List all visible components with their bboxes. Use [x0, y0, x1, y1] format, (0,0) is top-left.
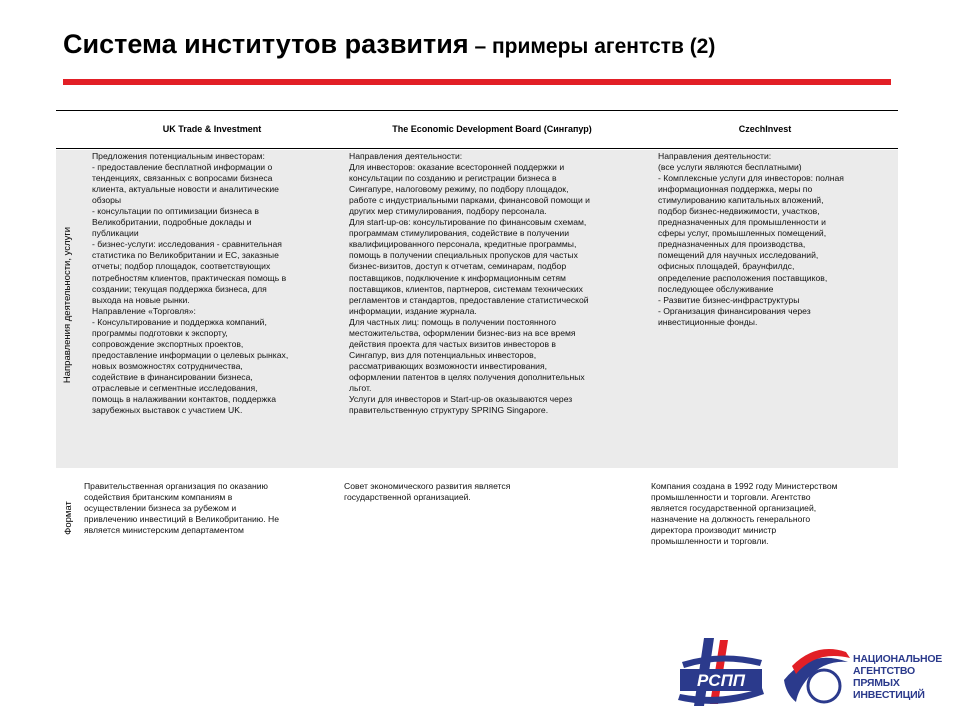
cell-text-line: - Развитие бизнес-инфраструктуры	[658, 294, 800, 305]
cell-text-line: сферы услуг, промышленных помещений,	[658, 228, 827, 239]
cell-text-line: поставщиков, подключение к информационным сетям	[349, 272, 566, 283]
services-cell-czech	[658, 151, 898, 328]
cell-text-line: Направление «Торговля»:	[92, 305, 196, 316]
cell-text-line: программы подготовки к экспорту,	[92, 327, 228, 338]
nai-text-line: ИНВЕСТИЦИЙ	[853, 689, 925, 701]
cell-text-line: Правительственная организация по оказанию	[84, 481, 268, 491]
cell-text-line: помощь в налаживании контактов, поддержка	[92, 394, 276, 405]
cell-text-line: - бизнес-услуги: исследования - сравнительная	[92, 239, 282, 250]
title-subtitle: – примеры агентств (2)	[468, 35, 716, 58]
column-header-singapore: The Economic Development Board (Сингапур)	[392, 124, 592, 134]
cell-text-line: осуществлении бизнеса за рубежом и	[84, 503, 237, 514]
cell-text-line: предназначенных для промышленности и	[658, 217, 826, 228]
format-cell-singapore	[344, 481, 594, 503]
cell-text-line: привлечению инвестиций в Великобританию. Не	[84, 514, 279, 525]
row-label-format: Формат	[63, 501, 74, 535]
rspp-logo	[678, 638, 764, 706]
cell-text-line: является министерским департаментом	[84, 525, 244, 536]
cell-text-line: государственной организацией.	[344, 492, 471, 503]
cell-text-line: подбор бизнес-недвижимости, участков,	[658, 206, 820, 217]
cell-text-line: Услуги для инвесторов и Start-up-ов оказываются через	[349, 394, 573, 405]
cell-text-line: Совет экономического развития является	[344, 481, 511, 491]
cell-text-line: предназначенных для производства,	[658, 239, 806, 250]
cell-text-line: (все услуги являются бесплатными)	[658, 162, 802, 173]
cell-text-line: публикации	[92, 228, 139, 239]
cell-text-line: квалифицированного персонала, кредитные программы,	[349, 239, 577, 250]
cell-text-line: действия проекта для частых визитов инвесторов в	[349, 338, 556, 349]
services-cell-singapore	[349, 151, 654, 416]
cell-text-line: рассматривающих возможности инвестирования,	[349, 360, 548, 371]
cell-text-line: правительственную структуру SPRING Singapore.	[349, 405, 549, 416]
cell-text-line: Направления деятельности:	[658, 151, 772, 161]
cell-text-line: содействия британским компаниям в	[84, 492, 233, 503]
cell-text-line: - Комплексные услуги для инвесторов: полная	[658, 173, 844, 184]
cell-text-line: содействие в финансировании бизнеса,	[92, 371, 253, 382]
cell-text-line: Сингапуре, налоговому режиму, по подбору площадок,	[349, 184, 569, 195]
cell-text-line: Сингапур, виз для потенциальных инвесторов,	[349, 349, 537, 360]
cell-text-line: других мер стимулирования, подбору персонала.	[349, 206, 547, 217]
cell-text-line: помещений для научных исследований,	[658, 250, 819, 261]
cell-text-line: назначение на должность генерального	[651, 514, 811, 525]
cell-text-line: Великобритании, подробные доклады и	[92, 217, 252, 228]
page-title	[63, 24, 715, 61]
cell-text-line: информационная поддержка, меры по	[658, 184, 813, 195]
cell-text-line: клиента, актуальные новости и аналитические	[92, 184, 279, 195]
cell-text-line: консультации по созданию и регистрации бизнеса в	[349, 173, 557, 184]
cell-text-line: бизнес-визитов, доступ к отчетам, семинарам, подбор	[349, 261, 567, 272]
column-header-uk: UK Trade & Investment	[162, 124, 262, 134]
cell-text-line: создании; текущая поддержка бизнеса, для	[92, 283, 267, 294]
cell-text-line: является государственной организацией,	[651, 503, 817, 514]
row-label-services: Направления деятельности, услуги	[62, 226, 73, 384]
nai-text-line: АГЕНТСТВО	[853, 665, 915, 677]
cell-text-line: стимулированию капитальных вложений,	[658, 195, 824, 206]
format-cell-czech	[651, 481, 891, 547]
cell-text-line: директора производит министр	[651, 525, 777, 536]
title-main: Система институтов развития	[63, 29, 469, 59]
nai-emblem-ring	[808, 670, 840, 702]
cell-text-line: инвестиционные фонды.	[658, 316, 758, 327]
cell-text-line: потребностям клиентов, практическая помощь в	[92, 272, 287, 283]
table-top-rule	[56, 110, 898, 111]
cell-text-line: - предоставление бесплатной информации о	[92, 162, 273, 173]
nai-logo-emblem	[784, 649, 850, 702]
cell-text-line: работе с индустриальными парками, финансовой помощи и	[349, 195, 590, 206]
column-header-czech: CzechInvest	[738, 124, 792, 134]
cell-text-line: Для start-up-ов: консультирование по финансовым схемам,	[349, 217, 587, 228]
cell-text-line: статистика по Великобритании и ЕС, заказные	[92, 250, 279, 261]
cell-text-line: помощь в получении специальных пропусков для частых	[349, 250, 578, 261]
nai-logo-text	[853, 653, 942, 701]
cell-text-line: информации, издание журнала.	[349, 305, 477, 316]
cell-text-line: обзоры	[92, 195, 122, 206]
cell-text-line: - Консультирование и поддержка компаний,	[92, 316, 267, 327]
cell-text-line: программам стимулирования, содействие в получении	[349, 228, 569, 239]
table-header-rule	[56, 148, 898, 149]
rspp-logo-text: РСПП	[696, 671, 746, 690]
cell-text-line: отчеты; подбор площадок, соответствующих	[92, 261, 271, 272]
cell-text-line: последующее обслуживание	[658, 283, 774, 294]
cell-text-line: поставщиков, клиентов, партнеров, системам технических	[349, 283, 583, 294]
title-accent-bar	[63, 79, 891, 85]
cell-text-line: оформлении патентов в целях получения дополнительных	[349, 371, 585, 382]
cell-text-line: Предложения потенциальным инвесторам:	[92, 151, 265, 161]
cell-text-line: местожительства, оформлении бизнес-виз на все время	[349, 327, 576, 338]
cell-text-line: офисных площадей, браунфилдс,	[658, 261, 795, 272]
cell-text-line: Для частных лиц: помощь в получении постоянного	[349, 316, 557, 327]
cell-text-line: регламентов и стандартов, предоставление статистической	[349, 294, 589, 305]
cell-text-line: новых возможностях сотрудничества,	[92, 360, 243, 371]
cell-text-line: - Организация финансирования через	[658, 305, 811, 316]
nai-text-line: ПРЯМЫХ	[853, 677, 900, 689]
cell-text-line: Направления деятельности:	[349, 151, 463, 161]
cell-text-line: определение расположения поставщиков,	[658, 272, 828, 283]
cell-text-line: сопровождение экспортных проектов,	[92, 338, 244, 349]
cell-text-line: тенденциях, связанных с вопросами бизнеса	[92, 173, 273, 184]
cell-text-line: выхода на новые рынки.	[92, 294, 190, 305]
cell-text-line: промышленности и торговли.	[651, 536, 769, 547]
nai-text-line: НАЦИОНАЛЬНОЕ	[853, 653, 943, 665]
services-cell-uk	[92, 151, 342, 416]
format-cell-uk	[84, 481, 334, 536]
cell-text-line: промышленности и торговли. Агентство	[651, 492, 811, 503]
cell-text-line: Для инвесторов: оказание всесторонней поддержки и	[349, 162, 565, 173]
cell-text-line: предоставление информации о целевых рынках,	[92, 349, 289, 360]
cell-text-line: зарубежных выставок с участием UK.	[92, 405, 243, 416]
cell-text-line: Компания создана в 1992 году Министерством	[651, 481, 838, 491]
cell-text-line: льгот.	[349, 382, 372, 393]
cell-text-line: отраслевые и сегментные исследования,	[92, 382, 258, 393]
cell-text-line: - консультации по оптимизации бизнеса в	[92, 206, 259, 217]
